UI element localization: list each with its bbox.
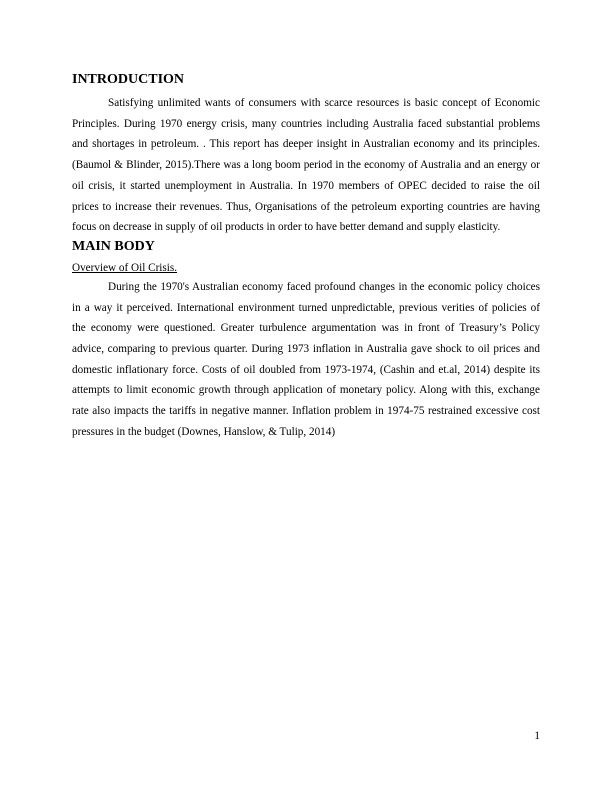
- oil-crisis-subheading: Overview of Oil Crisis.: [72, 261, 178, 274]
- page-number: 1: [534, 730, 540, 742]
- main-body-paragraph: During the 1970's Australian economy faced profound changes in the economic policy choices in a way it perceived. International environment turned unpredictable, previous verities of policies of the economy were questioned. Greater turbulence argumentation was in front of Treasury’s Policy advice, comparing to previous quarter. During 1973 inflation in Australia gave shock to oil prices and domestic inflationary force. Costs of oil doubled from 1973-1974, (Cashin and et.al, 2014) despite its attempts to limit economic growth through application of monetary policy. Along with this, exchange rate also impacts the tariffs in negative manner. Inflation problem in 1974-75 restrained excessive cost pressures in the budget (Downes, Hanslow, & Tulip, 2014): [72, 280, 540, 438]
- page-content: [72, 71, 540, 443]
- introduction-heading: INTRODUCTION: [72, 72, 185, 87]
- introduction-paragraph: Satisfying unlimited wants of consumers with scarce resources is basic concept of Economic Principles. During 1970 energy crisis, many countries including Australia faced substantial problems and shortages in petroleum. . This report has deeper insight in Australian economy and its principles. (Baumol & Blinder, 2015).There was a long boom period in the economy of Australia and an energy or oil crisis, it started unemployment in Australia. In 1970 members of OPEC decided to raise the oil prices to increase their revenues. Thus, Organisations of the petroleum exporting countries are having focus on decrease in supply of oil products in order to have better demand and supply elasticity.: [72, 97, 540, 234]
- main-body-heading: MAIN BODY: [72, 238, 155, 254]
